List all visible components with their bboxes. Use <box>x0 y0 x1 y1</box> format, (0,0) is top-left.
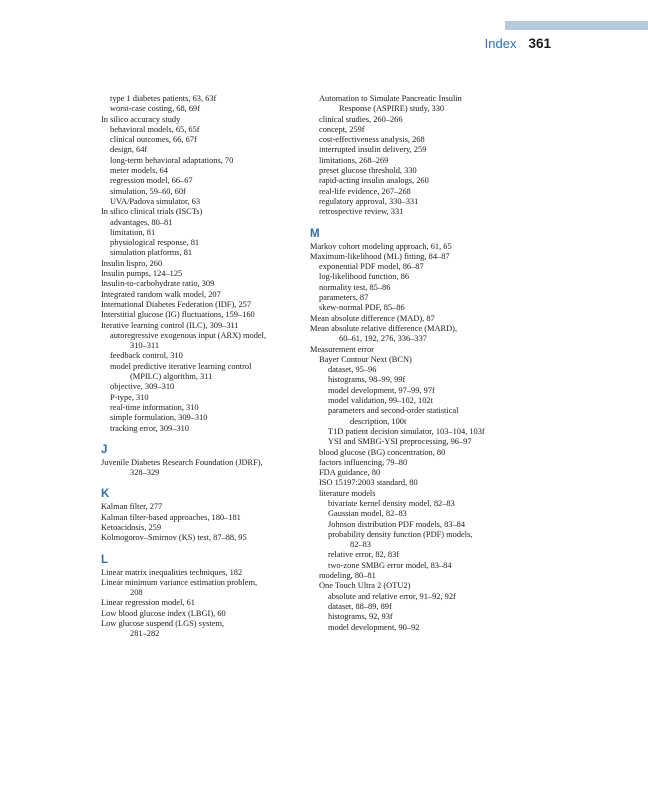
index-subentry: preset glucose threshold, 330 <box>319 166 417 176</box>
index-subentry: Gaussian model, 82–83 <box>328 509 407 519</box>
index-entry-continuation: (MPILC) algorithm, 311 <box>130 372 213 382</box>
index-entry: Integrated random walk model, 207 <box>101 289 221 299</box>
index-column-right <box>310 94 548 633</box>
index-entry: Measurement error <box>310 344 374 354</box>
index-subentry: regulatory approval, 330–331 <box>319 196 419 206</box>
index-subentry: meter models, 64 <box>110 166 168 176</box>
index-entry: Maximum-likelihood (ML) fitting, 84–87 <box>310 251 450 261</box>
index-entry: Kolmogorov–Smirnov (KS) test, 87–88, 95 <box>101 533 247 543</box>
index-subentry: dataset, 88–89, 89f <box>328 601 392 611</box>
index-subentry: physiological response, 81 <box>110 238 200 248</box>
index-entry: Mean absolute difference (MAD), 87 <box>310 313 435 323</box>
index-subentry: literature models <box>319 488 376 498</box>
index-entry: Low blood glucose index (LBGI), 60 <box>101 608 226 618</box>
index-entry: Kalman filter, 277 <box>101 502 163 512</box>
index-subentry: exponential PDF model, 86–87 <box>319 262 424 272</box>
index-entry-continuation: Response (ASPIRE) study, 330 <box>339 104 445 114</box>
index-subentry: simulation, 59–60, 60f <box>110 186 186 196</box>
index-entry: In silico clinical trials (ISCTs) <box>101 207 203 217</box>
index-subentry: UVA/Padova simulator, 63 <box>110 196 201 206</box>
index-entry: Linear minimum variance estimation problem, <box>101 577 258 587</box>
section-label: Index <box>484 36 517 51</box>
letter-heading: M <box>310 227 320 240</box>
index-subentry: limitations, 268–269 <box>319 155 389 165</box>
index-subentry: YSI and SMBG-YSI preprocessing, 96–97 <box>328 437 472 447</box>
index-subentry: real-time information, 310 <box>110 402 199 412</box>
index-subentry: behavioral models, 65, 65f <box>110 124 200 134</box>
index-subentry: retrospective review, 331 <box>319 207 404 217</box>
index-subentry: model development, 90–92 <box>328 622 420 632</box>
index-subentry: factors influencing, 79–80 <box>319 457 408 467</box>
index-subentry: P-type, 310 <box>110 392 149 402</box>
index-entry: Iterative learning control (ILC), 309–311 <box>101 320 239 330</box>
index-entry-continuation: 328–329 <box>130 468 160 478</box>
index-entry-continuation: description, 100t <box>350 416 407 426</box>
index-subentry: simple formulation, 309–310 <box>110 413 208 423</box>
index-subentry: parameters and second-order statistical <box>328 406 459 416</box>
index-entry-continuation: 281–282 <box>130 629 160 639</box>
index-subentry: dataset, 95–96 <box>328 365 377 375</box>
index-subentry: limitation, 81 <box>110 227 156 237</box>
index-subentry: autoregressive exogenous input (ARX) model, <box>110 330 267 340</box>
index-subentry: T1D patient decision simulator, 103–104, 103f <box>328 426 485 436</box>
index-subentry: One Touch Ultra 2 (OTU2) <box>319 581 411 591</box>
index-subentry: tracking error, 309–310 <box>110 423 189 433</box>
index-subentry: histograms, 98–99, 99f <box>328 375 406 385</box>
letter-heading: L <box>101 553 109 566</box>
letter-heading: K <box>101 488 110 501</box>
index-entry: Mean absolute relative difference (MARD), <box>310 323 458 333</box>
letter-heading: J <box>101 443 108 456</box>
index-subentry: FDA guidance, 80 <box>319 468 381 478</box>
index-entry: Linear matrix inequalities techniques, 182 <box>101 567 243 577</box>
index-subentry: simulation platforms, 81 <box>110 248 193 258</box>
index-subentry: model predictive iterative learning control <box>110 361 252 371</box>
header-accent-bar <box>505 21 648 30</box>
index-subentry: rapid-acting insulin analogs, 260 <box>319 176 429 186</box>
index-subentry: cost-effectiveness analysis, 268 <box>319 135 425 145</box>
index-entry: Kalman filter-based approaches, 180–181 <box>101 512 241 522</box>
index-entry: Insulin-to-carbohydrate ratio, 309 <box>101 279 215 289</box>
index-subentry: model validation, 99–102, 102t <box>328 396 433 406</box>
index-subentry: ISO 15197:2003 standard, 80 <box>319 478 418 488</box>
index-entry: Juvenile Diabetes Research Foundation (JDRF), <box>101 457 263 467</box>
page-number: 361 <box>528 36 551 51</box>
index-entry-continuation: 208 <box>130 588 143 598</box>
index-subentry: two-zone SMBG error model, 83–84 <box>328 560 452 570</box>
index-entry-continuation: 60–61, 192, 276, 336–337 <box>339 334 427 344</box>
index-subentry: model development, 97–99, 97f <box>328 385 435 395</box>
index-subentry: feedback control, 310 <box>110 351 183 361</box>
index-subentry: Johnson distribution PDF models, 83–84 <box>328 519 466 529</box>
index-subentry: long-term behavioral adaptations, 70 <box>110 155 234 165</box>
index-subentry: log-likelihood function, 86 <box>319 272 410 282</box>
index-subentry: design, 64f <box>110 145 148 155</box>
index-subentry: bivariate kernel density model, 82–83 <box>328 498 455 508</box>
index-subentry: blood glucose (BG) concentration, 80 <box>319 447 446 457</box>
index-entry-continuation: 82–83 <box>350 540 371 550</box>
index-subentry: real-life evidence, 267–268 <box>319 186 411 196</box>
index-subentry: relative error, 82, 83f <box>328 550 400 560</box>
index-subentry: absolute and relative error, 91–92, 92f <box>328 591 456 601</box>
index-subentry: clinical outcomes, 66, 67f <box>110 135 197 145</box>
index-subentry: Bayer Contour Next (BCN) <box>319 354 412 364</box>
index-entry-continuation: 310–311 <box>130 341 160 351</box>
index-subentry: normality test, 85–86 <box>319 282 391 292</box>
index-entry: Interstitial glucose (IG) fluctuations, 159–160 <box>101 310 255 320</box>
index-entry: International Diabetes Federation (IDF), 257 <box>101 299 252 309</box>
index-subentry: probability density function (PDF) models, <box>328 529 473 539</box>
index-subentry: worst-case costing, 68, 69f <box>110 104 201 114</box>
index-subentry: Automation to Simulate Pancreatic Insulin <box>319 94 462 103</box>
index-subentry: type 1 diabetes patients, 63, 63f <box>110 94 217 103</box>
index-subentry: objective, 309–310 <box>110 382 175 392</box>
index-entry: In silico accuracy study <box>101 114 181 124</box>
index-entry: Ketoacidosis, 259 <box>101 522 162 532</box>
index-entry: Linear regression model, 61 <box>101 598 195 608</box>
index-subentry: modeling, 80–81 <box>319 571 376 581</box>
index-entry: Insulin lispro, 260 <box>101 258 163 268</box>
index-subentry: skew-normal PDF, 85–86 <box>319 303 405 313</box>
running-head <box>485 35 551 53</box>
index-entry: Insulin pumps, 124–125 <box>101 269 183 279</box>
index-subentry: concept, 259f <box>319 124 365 134</box>
index-subentry: interrupted insulin delivery, 259 <box>319 145 427 155</box>
index-subentry: clinical studies, 260–266 <box>319 114 403 124</box>
index-subentry: advantages, 80–81 <box>110 217 173 227</box>
index-entry: Markov cohort modeling approach, 61, 65 <box>310 241 452 251</box>
index-subentry: parameters, 87 <box>319 293 369 303</box>
index-entry: Low glucose suspend (LGS) system, <box>101 619 225 629</box>
index-subentry: regression model, 66–67 <box>110 176 193 186</box>
index-subentry: histograms, 92, 93f <box>328 612 393 622</box>
index-column-left <box>101 94 301 640</box>
